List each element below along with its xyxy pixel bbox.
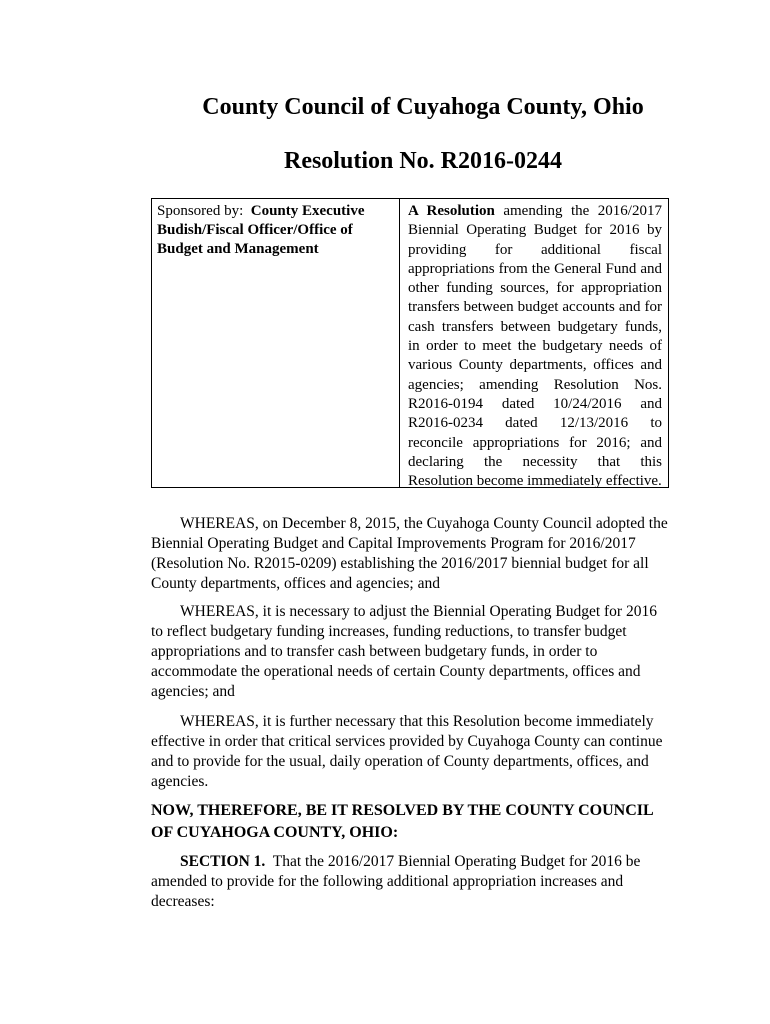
sponsor-table [151, 198, 669, 488]
sponsor-line-1: County Executive [250, 203, 365, 219]
now-therefore-heading: NOW, THEREFORE, BE IT RESOLVED BY THE COUNTY COUNCIL OF CUYAHOGA COUNTY, OHIO: [151, 802, 653, 841]
whereas-paragraph-1: WHEREAS, on December 8, 2015, the Cuyahoga County Council adopted the Biennial Operating Budget and Capital Improvements Program for 2016/2017 (Resolution No. R2015-0209) establishing the 2016/2017 biennial budget for all County departments, offices and agencies; and [151, 515, 668, 592]
sponsor-line-2: Budish/Fiscal Officer/Office of [157, 222, 353, 238]
resolution-lead: A Resolution [408, 203, 495, 219]
council-title: County Council of Cuyahoga County, Ohio [202, 94, 644, 120]
whereas-paragraph-3: WHEREAS, it is further necessary that this Resolution become immediately effective in order that critical services provided by Cuyahoga County can continue and to provide for the usual, daily operation of County departments, offices, and agencies. [151, 713, 663, 790]
section-1-paragraph [151, 852, 671, 912]
sponsor-cell [152, 199, 400, 487]
sponsor-line-3: Budget and Management [157, 241, 319, 257]
section-1-label: SECTION 1. [180, 853, 266, 870]
resolution-summary-cell [400, 199, 668, 490]
resolution-summary-text: amending the 2016/2017 Biennial Operating Budget for 2016 by providing for additional fiscal appropriations from the General Fund and other funding sources, for appropriation transfers between budget accounts and for cash transfers between budgetary funds, in order to meet the budgetary needs of various County departments, offices and agencies; amending Resolution Nos. R2016-0194 dated 10/24/2016 and R2016-0234 dated 12/13/2016 to reconcile appropriations for 2016; and declaring the necessity that this Resolution become immediately effective. [408, 203, 662, 490]
section-1-text: That the 2016/2017 Biennial Operating Budget for 2016 be amended to provide for the following additional appropriation increases and decreases: [151, 853, 641, 910]
whereas-paragraph-2: WHEREAS, it is necessary to adjust the Biennial Operating Budget for 2016 to reflect budgetary funding increases, funding reductions, to transfer budget appropriations and to transfer cash between budgetary funds, in order to accommodate the operational needs of certain County departments, offices and agencies; and [151, 603, 657, 700]
sponsored-by-label: Sponsored by: [157, 203, 244, 219]
resolution-number: Resolution No. R2016-0244 [283, 148, 562, 174]
